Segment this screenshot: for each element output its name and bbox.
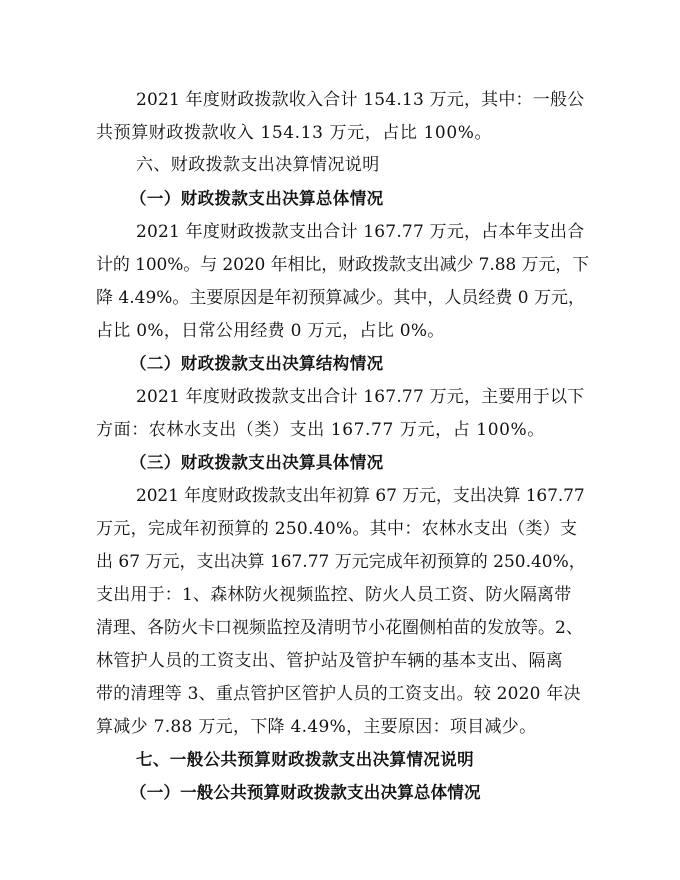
paragraph-line xyxy=(0,547,680,577)
line-text: 算减少 7.88 万元，下降 4.49%，主要原因：项目减少。 xyxy=(96,717,537,737)
paragraph-line xyxy=(0,712,680,742)
subsection-heading xyxy=(0,349,680,379)
line-text: 占比 0%，日常公用经费 0 万元，占比 0%。 xyxy=(96,321,445,341)
subheading-text: （三）财政拨款支出决算具体情况 xyxy=(130,453,384,472)
paragraph-line xyxy=(0,646,680,676)
line-text: 方面：农林水支出（类）支出 167.77 万元，占 100%。 xyxy=(96,420,545,440)
paragraph-line xyxy=(0,316,680,346)
paragraph-line xyxy=(0,85,680,115)
paragraph-line xyxy=(0,217,680,247)
section-heading xyxy=(0,745,680,775)
line-text: 支出用于：1、森林防火视频监控、防火人员工资、防火隔离带 xyxy=(96,585,572,605)
section-heading xyxy=(0,150,680,180)
paragraph-line xyxy=(0,580,680,610)
line-text: 2021 年度财政拨款支出合计 167.77 万元，占本年支出合 xyxy=(136,222,585,242)
line-text: 2021 年度财政拨款收入合计 154.13 万元，其中：一般公 xyxy=(136,90,585,110)
line-text: 2021 年度财政拨款支出合计 167.77 万元，主要用于以下 xyxy=(136,387,585,407)
line-text: 计的 100%。与 2020 年相比，财政拨款支出减少 7.88 万元，下 xyxy=(96,255,590,275)
paragraph-line xyxy=(0,481,680,511)
paragraph-line xyxy=(0,613,680,643)
line-text: 万元，完成年初预算的 250.40%。其中：农林水支出（类）支 xyxy=(96,519,578,539)
paragraph-line xyxy=(0,514,680,544)
paragraph-line xyxy=(0,118,680,148)
paragraph-line xyxy=(0,415,680,445)
subsection-heading xyxy=(0,448,680,478)
line-text: 清理、各防火卡口视频监控及清明节小花圈侧柏苗的发放等。2、 xyxy=(96,618,583,638)
paragraph-line xyxy=(0,283,680,313)
line-text: 共预算财政拨款收入 154.13 万元，占比 100%。 xyxy=(96,123,493,143)
paragraph-line xyxy=(0,679,680,709)
line-text: 2021 年度财政拨款支出年初算 67 万元，支出决算 167.77 xyxy=(136,486,585,506)
line-text: 林管护人员的工资支出、管护站及管护车辆的基本支出、隔离 xyxy=(96,651,564,671)
heading-text: 六、财政拨款支出决算情况说明 xyxy=(136,155,380,175)
subsection-heading xyxy=(0,184,680,214)
paragraph-line xyxy=(0,250,680,280)
heading-text: 七、一般公共预算财政拨款支出决算情况说明 xyxy=(136,750,474,769)
line-text: 降 4.49%。主要原因是年初预算减少。其中，人员经费 0 万元， xyxy=(96,288,586,308)
subsection-heading xyxy=(0,778,680,808)
line-text: 带的清理等 3、重点管护区管护人员的工资支出。较 2020 年决 xyxy=(96,684,581,704)
line-text: 出 67 万元，支出决算 167.77 万元完成年初预算的 250.40%， xyxy=(96,552,586,572)
subheading-text: （二）财政拨款支出决算结构情况 xyxy=(130,354,384,373)
subheading-text: （一）一般公共预算财政拨款支出决算总体情况 xyxy=(130,783,481,802)
paragraph-line xyxy=(0,382,680,412)
subheading-text: （一）财政拨款支出决算总体情况 xyxy=(130,189,384,208)
